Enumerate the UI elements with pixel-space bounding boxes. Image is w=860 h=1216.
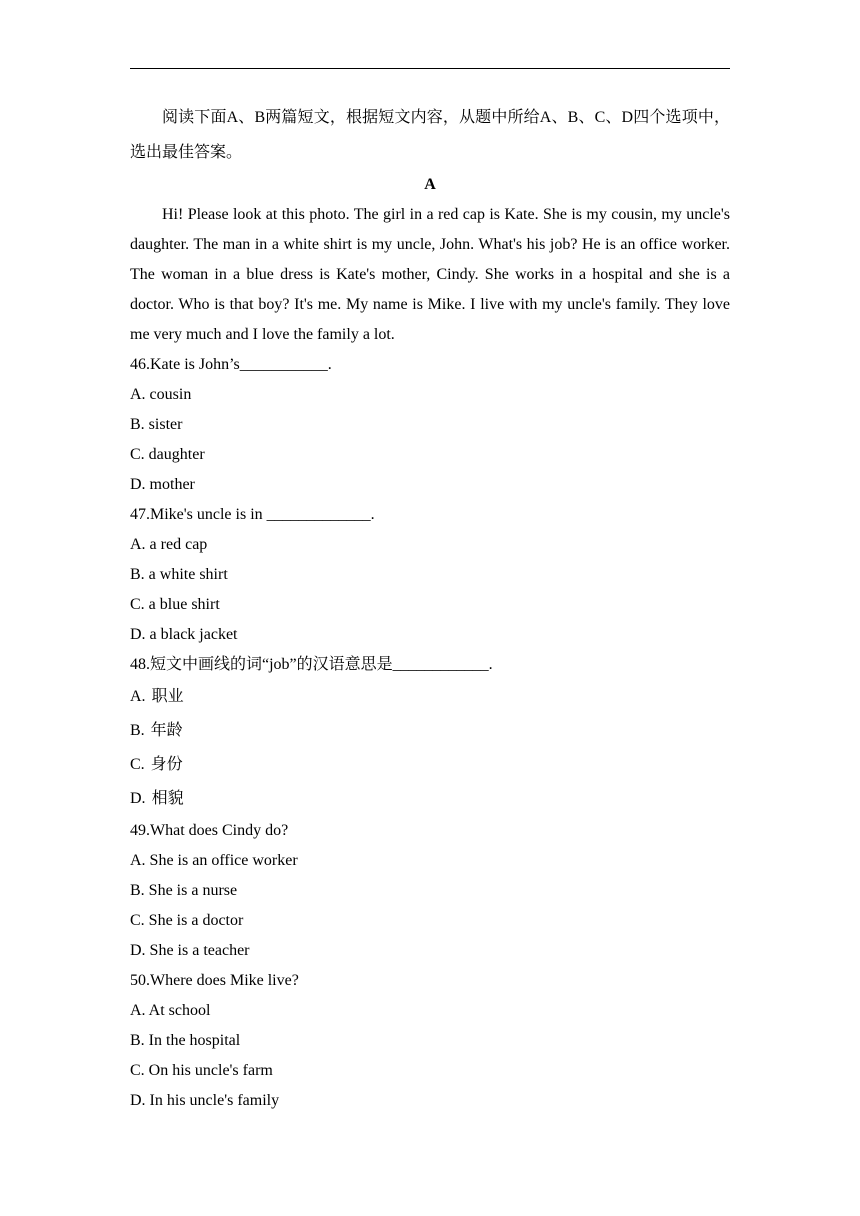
option-b <box>130 714 730 748</box>
option-b: B. She is a nurse <box>130 882 238 899</box>
header-rule <box>130 68 730 69</box>
option-a: A. She is an office worker <box>130 852 298 869</box>
option-a <box>130 680 730 714</box>
option-a: A. a red cap <box>130 536 208 553</box>
document-content <box>130 100 730 1116</box>
option-b: B. In the hospital <box>130 1032 241 1049</box>
option-c <box>130 748 730 782</box>
option-d: D. In his uncle's family <box>130 1092 280 1109</box>
option-c: C. a blue shirt <box>130 596 220 613</box>
question-48 <box>130 650 730 816</box>
question-stem: 50.Where does Mike live? <box>130 972 299 989</box>
option-letter: B. <box>130 722 145 739</box>
option-d: D. mother <box>130 476 195 493</box>
question-49 <box>130 816 730 966</box>
passage-text: Hi! Please look at this photo. The girl in a red cap is Kate. She is my cousin, my uncle's daughter. The man in a white shirt is my uncle, John. What's his job? He is an office worker. The woman in a blue dress is Kate's mother, Cindy. She works in a hospital and she is a doctor. Who is that boy? It's me. My name is Mike. I live with my uncle's family. They love me very much and I love the family a lot. <box>130 206 730 343</box>
option-d: D. She is a teacher <box>130 942 250 959</box>
option-c: C. daughter <box>130 446 205 463</box>
passage-title: A <box>424 176 436 193</box>
option-text: 身份 <box>150 756 183 773</box>
option-text: 职业 <box>151 688 184 705</box>
question-47 <box>130 500 730 650</box>
question-stem: 48.短文中画线的词“job”的汉语意思是____________. <box>130 656 493 673</box>
instructions-text: 阅读下面A、B两篇短文，根据短文内容，从题中所给A、B、C、D四个选项中，选出最佳答案。 <box>130 109 730 161</box>
option-d: D. a black jacket <box>130 626 238 643</box>
option-text: 年龄 <box>150 722 183 739</box>
option-c: C. On his uncle's farm <box>130 1062 273 1079</box>
option-c: C. She is a doctor <box>130 912 244 929</box>
option-letter: C. <box>130 756 145 773</box>
option-letter: A. <box>130 688 146 705</box>
question-stem: 46.Kate is John’s___________. <box>130 356 332 373</box>
option-letter: D. <box>130 790 146 807</box>
option-a: A. At school <box>130 1002 211 1019</box>
option-b: B. sister <box>130 416 183 433</box>
question-50 <box>130 966 730 1116</box>
question-46 <box>130 350 730 500</box>
option-a: A. cousin <box>130 386 192 403</box>
option-b: B. a white shirt <box>130 566 228 583</box>
question-stem: 49.What does Cindy do? <box>130 822 289 839</box>
question-stem: 47.Mike's uncle is in _____________. <box>130 506 375 523</box>
option-text: 相貌 <box>151 790 184 807</box>
option-d <box>130 782 730 816</box>
